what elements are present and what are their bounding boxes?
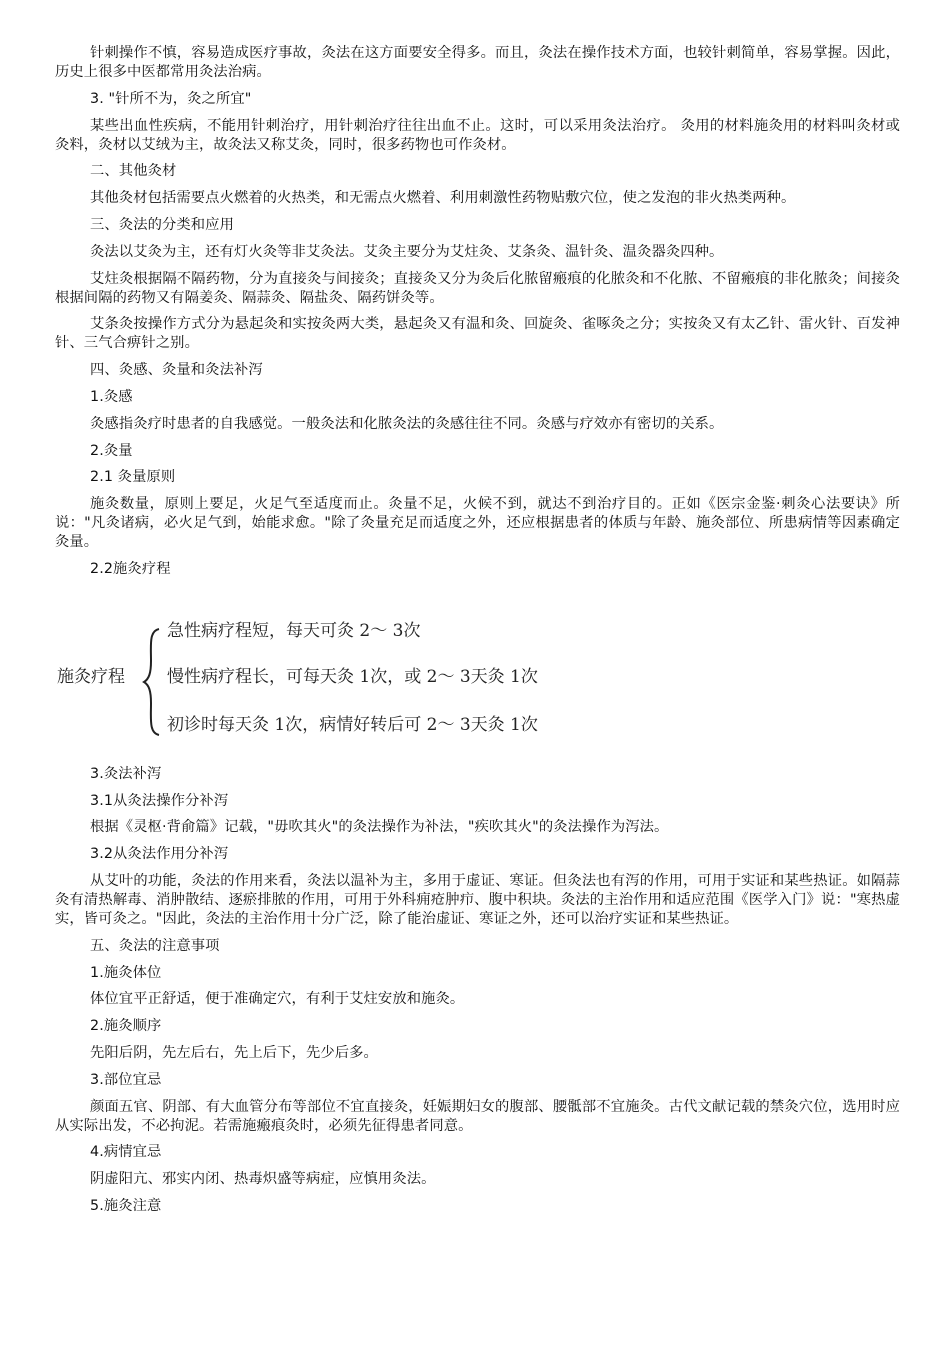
paragraph: 根据《灵枢·背俞篇》记载，"毋吹其火"的灸法操作为补法，"疾吹其火"的灸法操作为泻法。: [90, 819, 669, 836]
section-heading: 五、灸法的注意事项: [90, 937, 220, 954]
paragraph: 艾条灸按操作方式分为悬起灸和实按灸两大类，悬起灸又有温和灸、回旋灸、雀啄灸之分；实按灸又有太乙针、雷火针、百发神针、三气合痹针之别。: [55, 316, 900, 352]
treatment-course-diagram: [55, 587, 900, 757]
paragraph: 施灸数量，原则上要足，火足气至适度而止。灸量不足，火候不到，就达不到治疗目的。正如《医宗金鉴·刺灸心法要诀》所说："凡灸诸病，必火足气到，始能求愈。"除了灸量充足而适度之外，还应根据患者的体质与年龄、施灸部位、所患病情等因素确定灸量。: [55, 496, 900, 551]
subheading: 3.灸法补泻: [90, 765, 162, 782]
paragraph: 体位宜平正舒适，便于准确定穴，有利于艾炷安放和施灸。: [90, 991, 465, 1008]
paragraph: 3. "针所不为，灸之所宜": [90, 90, 252, 107]
curly-brace-icon: [141, 627, 163, 737]
paragraph: 艾炷灸根据隔不隔药物，分为直接灸与间接灸；直接灸又分为灸后化脓留瘢痕的化脓灸和不化脓、不留瘢痕的非化脓灸；间接灸根据间隔的药物又有隔姜灸、隔蒜灸、隔盐灸、隔药饼灸等。: [55, 270, 900, 306]
subheading: 2.施灸顺序: [90, 1018, 162, 1035]
text-section-bottom: [55, 765, 900, 1216]
document-page: [55, 44, 900, 1224]
paragraph: 颜面五官、阴部、有大血管分布等部位不宜直接灸，妊娠期妇女的腹部、腰骶部不宜施灸。古代文献记载的禁灸穴位，选用时应从实际出发，不必拘泥。若需施瘢痕灸时，必须先征得患者同意。: [55, 1098, 900, 1134]
diagram-item-chronic: 慢性病疗程长，可每天灸 1次，或 2～ 3天灸 1次: [167, 666, 538, 687]
section-heading: 二、其他灸材: [90, 163, 177, 180]
paragraph: 灸法以艾灸为主，还有灯火灸等非艾灸法。艾灸主要分为艾炷灸、艾条灸、温针灸、温灸器灸四种。: [90, 243, 724, 260]
diagram-item-acute: 急性病疗程短，每天可灸 2～ 3次: [167, 620, 421, 641]
subheading: 1.灸感: [90, 388, 133, 405]
paragraph: 其他灸材包括需要点火燃着的火热类，和无需点火燃着、利用刺激性药物贴敷穴位，使之发泡的非火热类两种。: [90, 190, 796, 207]
subheading: 3.1从灸法操作分补泻: [90, 792, 229, 809]
diagram-label: 施灸疗程: [57, 666, 125, 687]
paragraph: 阴虚阳亢、邪实内闭、热毒炽盛等病症，应慎用灸法。: [90, 1171, 436, 1188]
paragraph: 针刺操作不慎，容易造成医疗事故，灸法在这方面要安全得多。而且，灸法在操作技术方面，也较针刺简单，容易掌握。因此，历史上很多中医都常用灸法治病。: [55, 45, 900, 80]
paragraph: 从艾叶的功能，灸法的作用来看，灸法以温补为主，多用于虚证、寒证。但灸法也有泻的作用，可用于实证和某些热证。如隔蒜灸有清热解毒、消肿散结、逐瘀排脓的作用，可用于外科痈疮肿疖、腹中积块。灸法的主治作用和适应范围《医学入门》说："寒热虚实，皆可灸之。"因此，灸法的主治作用十分广泛，除了能治虚证、寒证之外，还可以治疗实证和某些热证。: [55, 872, 900, 927]
subheading: 3.部位宜忌: [90, 1071, 162, 1088]
subheading: 5.施灸注意: [90, 1197, 162, 1214]
section-heading: 三、灸法的分类和应用: [90, 216, 234, 233]
subheading: 2.灸量: [90, 442, 133, 459]
paragraph: 某些出血性疾病，不能用针刺治疗，用针刺治疗往往出血不止。这时，可以采用灸法治疗。 灸用的材料施灸用的材料叫灸材或灸料，灸材以艾绒为主，故灸法又称艾灸，同时，很多药物也可作灸材。: [55, 117, 900, 153]
subheading: 4.病情宜忌: [90, 1144, 162, 1161]
subheading: 1.施灸体位: [90, 964, 162, 981]
paragraph: 先阳后阴，先左后右，先上后下，先少后多。: [90, 1044, 378, 1061]
subheading: 2.2施灸疗程: [90, 560, 171, 577]
subheading: 3.2从灸法作用分补泻: [90, 846, 229, 863]
text-section-top: [55, 44, 900, 579]
diagram-item-initial: 初诊时每天灸 1次，病情好转后可 2～ 3天灸 1次: [167, 714, 538, 735]
paragraph: 灸感指灸疗时患者的自我感觉。一般灸法和化脓灸法的灸感往往不同。灸感与疗效亦有密切的关系。: [90, 415, 724, 432]
section-heading: 四、灸感、灸量和灸法补泻: [90, 362, 263, 379]
subheading: 2.1 灸量原则: [90, 469, 176, 486]
